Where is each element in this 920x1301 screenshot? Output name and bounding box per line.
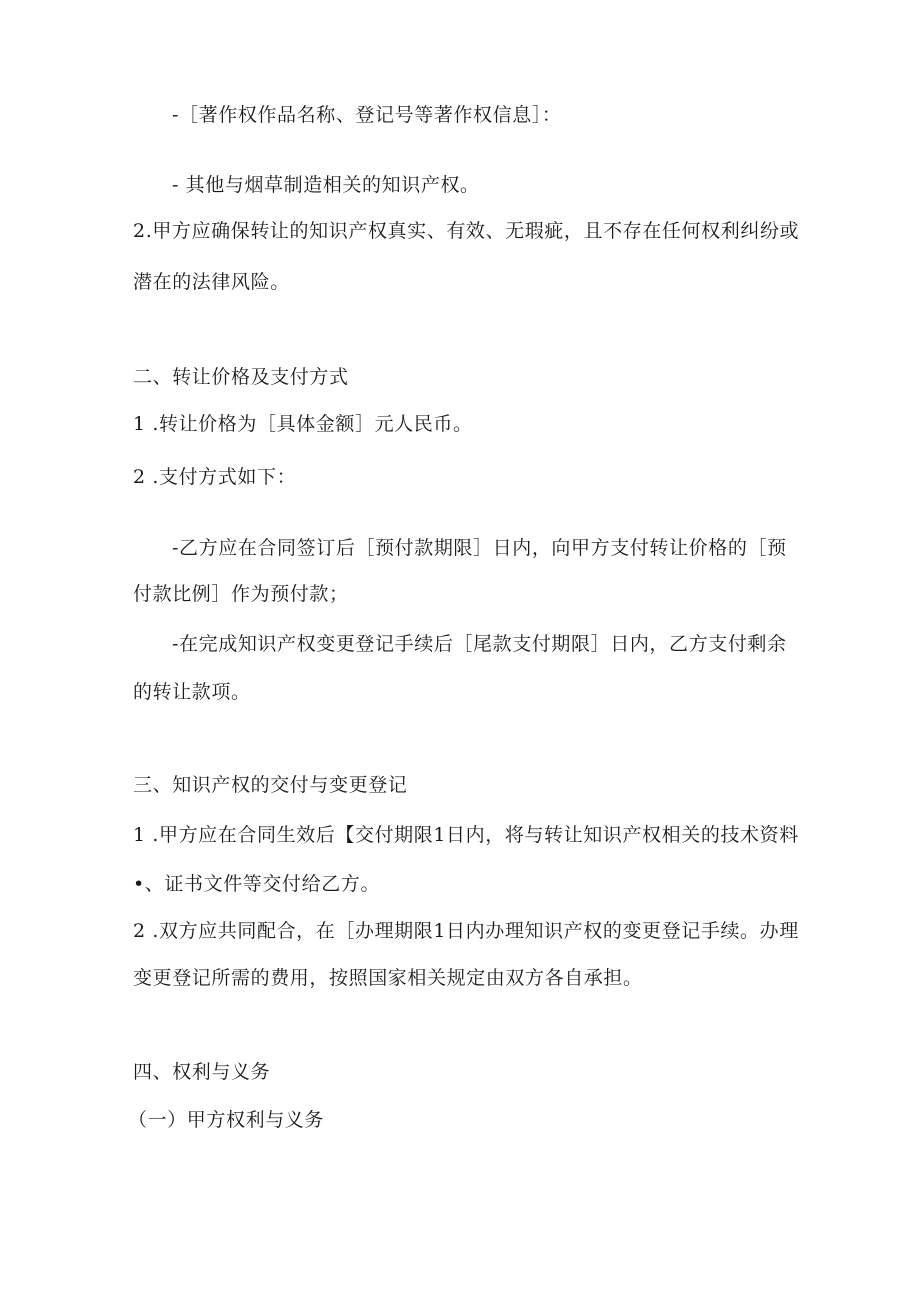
final-payment-line-2: 的转让款项。: [133, 681, 251, 703]
section-3-heading: 三、知识产权的交付与变更登记: [133, 774, 408, 796]
section-2-clause-1: 1 .转让价格为［具体金额］元人民币。: [133, 413, 473, 435]
final-payment-line-1: -在完成知识产权变更登记手续后［尾款支付期限］日内，乙方支付剩余: [172, 633, 787, 655]
prepayment-line-1: -乙方应在合同签订后［预付款期限］日内，向甲方支付转让价格的［预: [172, 537, 787, 559]
section-4-heading: 四、权利与义务: [133, 1061, 271, 1083]
other-ip-bullet: - 其他与烟草制造相关的知识产权。: [172, 174, 480, 196]
section-3-clause-2-line-2: 变更登记所需的费用，按照国家相关规定由双方各自承担。: [133, 967, 643, 989]
copyright-info-bullet: -［著作权作品名称、登记号等著作权信息］：: [172, 104, 562, 126]
prepayment-line-2: 付款比例］作为预付款；: [133, 583, 349, 605]
clause-2-line-2: 潜在的法律风险。: [133, 271, 290, 293]
section-3-clause-2-line-1: 2 .双方应共同配合，在［办理期限1日内办理知识产权的变更登记手续。办理: [133, 920, 799, 942]
clause-2-line-1: 2.甲方应确保转让的知识产权真实、有效、无瑕疵，且不存在任何权利纠纷或: [133, 220, 800, 242]
section-2-heading: 二、转让价格及支付方式: [133, 366, 349, 388]
section-3-clause-1-line-1: 1 .甲方应在合同生效后【交付期限1日内，将与转让知识产权相关的技术资料: [133, 824, 799, 846]
section-2-clause-2: 2 .支付方式如下：: [133, 466, 297, 488]
section-3-clause-1-line-2: •、证书文件等交付给乙方。: [133, 873, 381, 895]
section-4-subheading-1: （一）甲方权利与义务: [128, 1109, 325, 1131]
